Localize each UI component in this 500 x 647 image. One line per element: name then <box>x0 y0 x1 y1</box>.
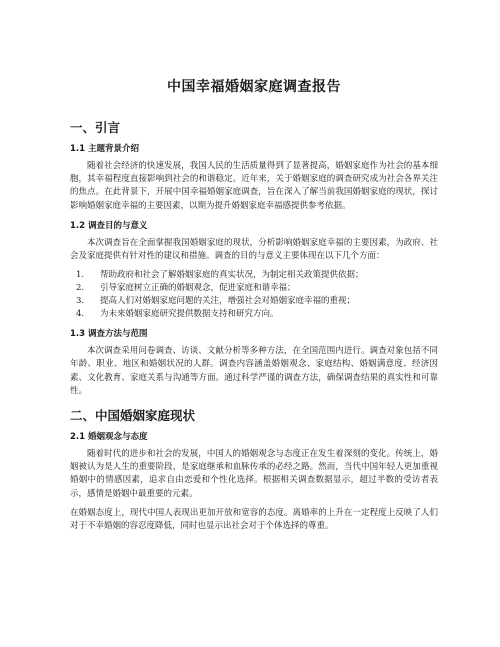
list-item-text: 帮助政府和社会了解婚姻家庭的真实状况，为制定相关政策提供依据； <box>100 270 364 281</box>
subsection-heading-purpose: 1.2 调查目的与意义 <box>70 220 148 231</box>
purpose-list <box>70 269 438 321</box>
list-item-text: 为未来婚姻家庭研究提供数据支持和研究方向。 <box>100 309 279 320</box>
paragraph-background: 随着社会经济的快速发展，我国人民的生活质量得到了显著提高，婚姻家庭作为社会的基本细胞，其幸福程度直接影响到社会的和谐稳定。近年来，关于婚姻家庭的调查研究成为社会各界关注的焦点。在此背景下，开展中国幸福婚姻家庭调查，旨在深入了解当前我国婚姻家庭的现状，探讨影响婚姻家庭幸福的主要因素，以期为提升婚姻家庭幸福感提供参考依据。 <box>70 161 438 211</box>
paragraph-attitudes-continued: 在婚姻态度上，现代中国人表现出更加开放和宽容的态度。离婚率的上升在一定程度上反映了人们对于不幸婚姻的容忍度降低，同时也显示出社会对于个体选择的尊重。 <box>70 507 438 532</box>
subsection-heading-methods: 1.3 调查方法与范围 <box>70 329 148 340</box>
paragraph-attitudes: 随着时代的进步和社会的发展，中国人的婚姻观念与态度正在发生着深刻的变化。传统上，婚姻被认为是人生的重要阶段，是家庭继承和血脉传承的必经之路。然而，当代中国年轻人更加重视婚姻中的情感因素，追求自由恋爱和个性化选择。根据相关调查数据显示，超过半数的受访者表示，感情是婚姻中最重要的元素。 <box>70 449 438 499</box>
list-item-text: 引导家庭树立正确的婚姻观念，促进家庭和谐幸福； <box>100 283 296 294</box>
list-item <box>70 269 438 282</box>
list-item <box>70 308 438 321</box>
paragraph-methods: 本次调查采用问卷调查、访谈、文献分析等多种方法，在全国范围内进行。调查对象包括不同年龄、职业、地区和婚姻状况的人群。调查内容涵盖婚姻观念、家庭结构、婚姻满意度、经济因素、文化教育、家庭关系与沟通等方面。通过科学严谨的调查方法，确保调查结果的真实性和可靠性。 <box>70 346 438 396</box>
list-item-number: 1. <box>76 270 85 281</box>
document-title: 中国幸福婚姻家庭调查报告 <box>167 79 341 95</box>
section-heading-introduction: 一、引言 <box>70 120 121 135</box>
list-item <box>70 295 438 308</box>
list-item-text: 提高人们对婚姻家庭问题的关注，增强社会对婚姻家庭幸福的重视； <box>100 296 356 307</box>
list-item <box>70 282 438 295</box>
paragraph-purpose: 本次调查旨在全面掌握我国婚姻家庭的现状，分析影响婚姻家庭幸福的主要因素，为政府、社会及家庭提供有针对性的建议和措施。调查的目的与意义主要体现在以下几个方面： <box>70 237 438 262</box>
section-heading-current-status: 二、中国婚姻家庭现状 <box>70 408 196 424</box>
subsection-heading-background: 1.1 主题背景介绍 <box>70 144 140 154</box>
list-item-number: 2. <box>76 283 85 294</box>
subsection-heading-attitudes: 2.1 婚姻观念与态度 <box>70 432 148 443</box>
list-item-number: 3. <box>76 296 85 307</box>
list-item-number: 4. <box>76 309 85 320</box>
